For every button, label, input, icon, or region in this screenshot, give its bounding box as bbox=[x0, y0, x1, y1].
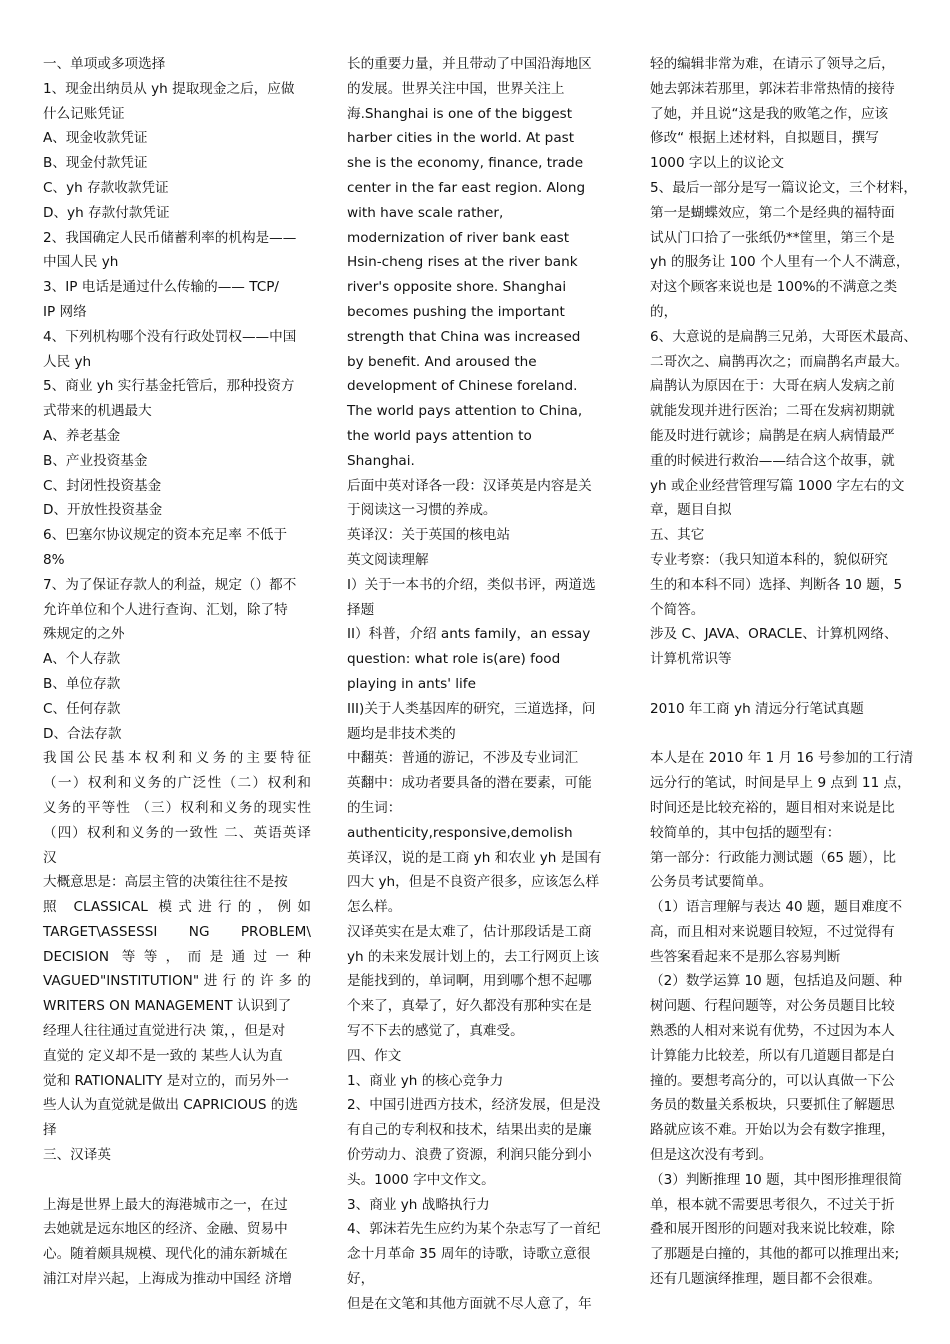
text-line: 个简答。 bbox=[650, 601, 705, 618]
text-line: C、任何存款 bbox=[43, 700, 121, 717]
text-line: D、合法存款 bbox=[43, 725, 122, 742]
text-line: 1、商业 yh 的核心竞争力 bbox=[347, 1072, 504, 1089]
text-line: 五、其它 bbox=[650, 527, 705, 544]
text-line: 汉译英实在是太难了，估计那段话是工商 bbox=[347, 923, 592, 940]
text-line: 试从门口拾了一张纸仍**筐里，第三个是 bbox=[650, 229, 895, 246]
text-line: C、yh 存款收款凭证 bbox=[43, 179, 169, 196]
text-line: 公务员考试要简单。 bbox=[650, 874, 773, 891]
text-line: 允许单位和个人进行查询、汇划，除了特 bbox=[43, 601, 288, 618]
text-line: 题均是非技术类的 bbox=[347, 725, 456, 742]
text-line: 生的和本科不同）选择、判断各 10 题，5 bbox=[650, 576, 903, 593]
text-line: 她去郭沫若那里，郭沫若非常热情的接待 bbox=[650, 80, 895, 97]
text-line: 但是在文笔和其他方面就不尽人意了，年 bbox=[347, 1295, 592, 1312]
text-line: 二哥次之、扁鹊再次之；而扁鹊名声最大。 bbox=[650, 353, 909, 370]
text-line: 了她，并且说“这是我的败笔之作，应该 bbox=[650, 105, 889, 122]
text-line: 的生词： bbox=[347, 799, 402, 816]
text-line: 择 bbox=[43, 1122, 57, 1139]
text-line: 一、单项或多项选择 bbox=[43, 56, 166, 72]
text-line: 7、为了保证存款人的利益，规定（）都不 bbox=[43, 576, 297, 593]
text-column-left bbox=[43, 52, 311, 1292]
text-line: 去她就是远东地区的经济、金融、贸易中 bbox=[43, 1221, 288, 1238]
text-line: she is the economy, finance, trade bbox=[347, 155, 584, 172]
text-line bbox=[650, 672, 922, 697]
text-line: 6、巴塞尔协议规定的资本充足率 不低于 bbox=[43, 527, 288, 544]
text-line: 念十月革命 35 周年的诗歌，诗歌立意很好， bbox=[347, 1246, 591, 1288]
text-line: 于阅读这一习惯的养成。 bbox=[347, 502, 497, 519]
text-line: 单，根本就不需要思考很久，不过关于折 bbox=[650, 1196, 895, 1213]
text-line: 人民 yh bbox=[43, 353, 92, 370]
text-line: harber cities in the world. At past bbox=[347, 130, 575, 147]
text-line: 殊规定的之外 bbox=[43, 626, 125, 643]
text-line: 照 CLASSICAL 模式进行的，例如 bbox=[43, 899, 311, 916]
text-line: 计算机常识等 bbox=[650, 651, 732, 668]
text-line: development of Chinese foreland. bbox=[347, 378, 578, 395]
text-line: authenticity,responsive,demolish bbox=[347, 824, 573, 841]
text-line: 但是这次没有考到。 bbox=[650, 1147, 773, 1164]
text-line: 时间还是比较充裕的，题目相对来说是比 bbox=[650, 799, 895, 816]
text-line: B、单位存款 bbox=[43, 675, 121, 692]
text-line: （1）语言理解与表达 40 题，题目难度不 bbox=[650, 899, 903, 916]
text-line: 重的时候进行救治——结合这个故事，就 bbox=[650, 452, 895, 469]
text-line: C、封闭性投资基金 bbox=[43, 477, 162, 494]
text-line: 远分行的笔试，时间是早上 9 点到 11 点， bbox=[650, 775, 911, 792]
text-line: 中国人民 yh bbox=[43, 254, 119, 271]
text-line: B、现金付款凭证 bbox=[43, 155, 148, 172]
text-line: 英译汉：关于英国的核电站 bbox=[347, 527, 511, 544]
text-line: 些人认为直觉就是做出 CAPRICIOUS 的选 bbox=[43, 1097, 298, 1114]
text-line: （一）权利和义务的广泛性（二）权利和 bbox=[43, 775, 311, 792]
text-line: II）科普，介绍 ants family，an essay bbox=[347, 626, 591, 643]
text-line: 2、中国引进西方技术，经济发展，但是没 bbox=[347, 1097, 601, 1114]
text-line: 专业考察：（我只知道本科的，貌似研究 bbox=[650, 551, 888, 568]
text-line: 就能发现并进行医治；二哥在发病初期就 bbox=[650, 403, 895, 420]
text-line: with have scale rather, bbox=[347, 204, 504, 221]
text-line: Hsin-cheng rises at the river bank bbox=[347, 254, 578, 271]
text-line: 扁鹊认为原因在于：大哥在病人发病之前 bbox=[650, 378, 895, 395]
text-line: 2010 年工商 yh 清远分行笔试真题 bbox=[650, 700, 864, 717]
text-line: 有自己的专利权和技术，结果出卖的是廉 bbox=[347, 1122, 592, 1139]
text-line: 觉和 RATIONALITY 是对立的，而另外一 bbox=[43, 1072, 289, 1089]
text-line: VAGUED"INSTITUTION" 进 行 的 许 多 的 bbox=[43, 973, 311, 990]
text-line: D、yh 存款付款凭证 bbox=[43, 204, 170, 221]
text-line: 3、商业 yh 战略执行力 bbox=[347, 1196, 490, 1213]
text-line: 大概意思是：高层主管的决策往往不是按 bbox=[43, 874, 288, 891]
text-line: 海.Shanghai is one of the biggest bbox=[347, 105, 573, 122]
text-line: 务员的数量关系板块，只要抓住了解题思 bbox=[650, 1097, 895, 1114]
text-line: question: what role is(are) food bbox=[347, 651, 561, 668]
text-line: 头。1000 字中文作文。 bbox=[347, 1171, 495, 1188]
text-line: 撞的。要想考高分的，可以认真做一下公 bbox=[650, 1072, 895, 1089]
text-line: strength that China was increased bbox=[347, 328, 581, 345]
text-line: A、现金收款凭证 bbox=[43, 130, 148, 147]
text-line: 怎么样。 bbox=[347, 899, 402, 916]
text-line: yh 的服务让 100 个人里有一个人不满意， bbox=[650, 254, 910, 271]
text-line: becomes pushing the important bbox=[347, 303, 565, 320]
text-line: 4、下列机构哪个没有行政处罚权——中国 bbox=[43, 328, 297, 345]
text-line: 计算能力比较差，所以有几道题目都是白 bbox=[650, 1047, 895, 1064]
text-line: 熟悉的人相对来说有优势，不过因为本人 bbox=[650, 1023, 895, 1040]
text-line: 8% bbox=[43, 551, 65, 568]
text-line: III)关于人类基因库的研究，三道选择，问 bbox=[347, 700, 596, 717]
text-line: I）关于一本书的介绍，类似书评，两道选 bbox=[347, 576, 596, 593]
text-line: The world pays attention to China, bbox=[347, 403, 583, 420]
text-line: 四、作文 bbox=[347, 1047, 402, 1064]
text-line: 树问题、行程问题等，对公务员题目比较 bbox=[650, 998, 895, 1015]
text-column-middle bbox=[347, 52, 615, 1317]
text-line: 涉及 C、JAVA、ORACLE、计算机网络、 bbox=[650, 626, 898, 643]
text-line: （2）数学运算 10 题，包括追及问题、种 bbox=[650, 973, 903, 990]
text-line: 4、郭沫若先生应约为某个杂志写了一首纪 bbox=[347, 1221, 601, 1238]
text-line: A、养老基金 bbox=[43, 427, 121, 444]
text-line: 1、现金出纳员从 yh 提取现金之后，应做 bbox=[43, 80, 295, 97]
text-line: DECISION 等等，而是通过一种 bbox=[43, 948, 311, 965]
text-line: WRITERS ON MANAGEMENT 认识到了 bbox=[43, 998, 292, 1015]
text-line: 英翻中：成功者要具备的潜在要素，可能 bbox=[347, 775, 592, 792]
text-line: 第一是蝴蝶效应，第二个是经典的福特面 bbox=[650, 204, 895, 221]
text-line: 本人是在 2010 年 1 月 16 号参加的工行清 bbox=[650, 750, 914, 767]
text-line: Shanghai. bbox=[347, 452, 415, 469]
text-line: yh 的未来发展计划上的，去工行网页上该 bbox=[347, 948, 600, 965]
text-line: 较简单的，其中包括的题型有： bbox=[650, 824, 841, 841]
text-line: 什么记账凭证 bbox=[43, 105, 125, 122]
text-line: 中翻英：普通的游记，不涉及专业词汇 bbox=[347, 750, 579, 767]
text-line: 写不下去的感觉了，真难受。 bbox=[347, 1023, 524, 1040]
text-line: 英译汉，说的是工商 yh 和农业 yh 是国有 bbox=[347, 849, 602, 866]
text-line: 5、最后一部分是写一篇议论文，三个材料， bbox=[650, 179, 917, 196]
text-line: 长的重要力量，并且带动了中国沿海地区 bbox=[347, 56, 592, 72]
text-line: （3）判断推理 10 题，其中图形推理很简 bbox=[650, 1171, 903, 1188]
text-line: 浦江对岸兴起，上海成为推动中国经 济增 bbox=[43, 1271, 293, 1288]
text-line: 直觉的 定义却不是一致的 某些人认为直 bbox=[43, 1047, 283, 1064]
text-line: 了那题是白撞的，其他的都可以推理出来; bbox=[650, 1246, 900, 1263]
text-line: 汉 bbox=[43, 849, 57, 866]
text-line: 章，题目自拟 bbox=[650, 502, 732, 519]
text-line: 6、大意说的是扁鹊三兄弟，大哥医术最高、 bbox=[650, 328, 917, 345]
text-line: 叠和展开图形的问题对我来说比较难，除 bbox=[650, 1221, 895, 1238]
text-line: IP 网络 bbox=[43, 303, 87, 320]
text-line: 是能找到的，单词啊，用到哪个想不起哪 bbox=[347, 973, 592, 990]
text-line: 我国公民基本权利和义务的主要特征 bbox=[43, 750, 311, 767]
text-line: the world pays attention to bbox=[347, 427, 532, 444]
text-line: 个来了，真晕了，好久都没有那种实在是 bbox=[347, 998, 592, 1015]
text-line: （四）权利和义务的一致性 二、英语英译 bbox=[43, 824, 311, 841]
text-line: 5、商业 yh 实行基金托管后，那种投资方 bbox=[43, 378, 295, 395]
text-line: 1000 字以上的议论文 bbox=[650, 155, 785, 172]
text-line: 还有几题演绎推理，题目都不会很难。 bbox=[650, 1271, 882, 1288]
text-line: 义务的平等性 （三）权利和义务的现实性 bbox=[43, 799, 311, 816]
text-line: 经理人往往通过直觉进行决 策，，但是对 bbox=[43, 1023, 286, 1040]
text-line: 心。随着颇具规模、现代化的浦东新城在 bbox=[43, 1246, 288, 1263]
text-line: 能及时进行就诊；扁鹊是在病人病情最严 bbox=[650, 427, 895, 444]
text-line: 高，而且相对来说题目较短，不过觉得有 bbox=[650, 923, 895, 940]
text-line: 式带来的机遇最大 bbox=[43, 403, 152, 420]
text-line: 对这个顾客来说也是 100%的不满意之类 bbox=[650, 279, 898, 296]
text-line: playing in ants' life bbox=[347, 675, 476, 692]
text-line: 的发展。世界关注中国，世界关注上 bbox=[347, 80, 565, 97]
text-line: 四大 yh，但是不良资产很多，应该怎么样 bbox=[347, 874, 600, 891]
text-line: 3、IP 电话是通过什么传输的—— TCP/ bbox=[43, 279, 279, 296]
text-line: modernization of river bank east bbox=[347, 229, 570, 246]
text-line: A、个人存款 bbox=[43, 651, 121, 668]
text-line: 三、汉译英 bbox=[43, 1147, 111, 1164]
text-line: 2、我国确定人民币储蓄利率的机构是—— bbox=[43, 229, 297, 246]
text-line: 修改“ 根据上述材料，自拟题目，撰写 bbox=[650, 130, 879, 147]
text-line: 英文阅读理解 bbox=[347, 551, 429, 568]
text-column-right bbox=[650, 52, 922, 1292]
text-line: 些答案看起来不是那么容易判断 bbox=[650, 948, 841, 965]
text-line: by benefit. And aroused the bbox=[347, 353, 537, 370]
text-line: yh 或企业经营管理写篇 1000 字左右的文 bbox=[650, 477, 905, 494]
text-line: 后面中英对译各一段：汉译英是内容是关 bbox=[347, 477, 592, 494]
text-line: 路就应该不难。开始以为会有数字推理， bbox=[650, 1122, 895, 1139]
text-line bbox=[43, 1168, 311, 1193]
text-line bbox=[650, 722, 922, 747]
text-line: 上海是世界上最大的海港城市之一，在过 bbox=[43, 1196, 288, 1213]
text-line: 轻的编辑非常为难，在请示了领导之后， bbox=[650, 56, 895, 72]
text-line: river's opposite shore. Shanghai bbox=[347, 279, 567, 296]
text-line: 第一部分：行政能力测试题（65 题），比 bbox=[650, 849, 896, 866]
text-line: TARGET\ASSESSI NG PROBLEM\ bbox=[43, 923, 311, 940]
text-line: 价劳动力、浪费了资源，利润只能分到小 bbox=[347, 1147, 592, 1164]
text-line: center in the far east region. Along bbox=[347, 179, 586, 196]
text-line: B、产业投资基金 bbox=[43, 452, 148, 469]
text-line: 择题 bbox=[347, 601, 375, 618]
text-line: 的， bbox=[650, 303, 678, 320]
text-line: D、开放性投资基金 bbox=[43, 502, 163, 519]
